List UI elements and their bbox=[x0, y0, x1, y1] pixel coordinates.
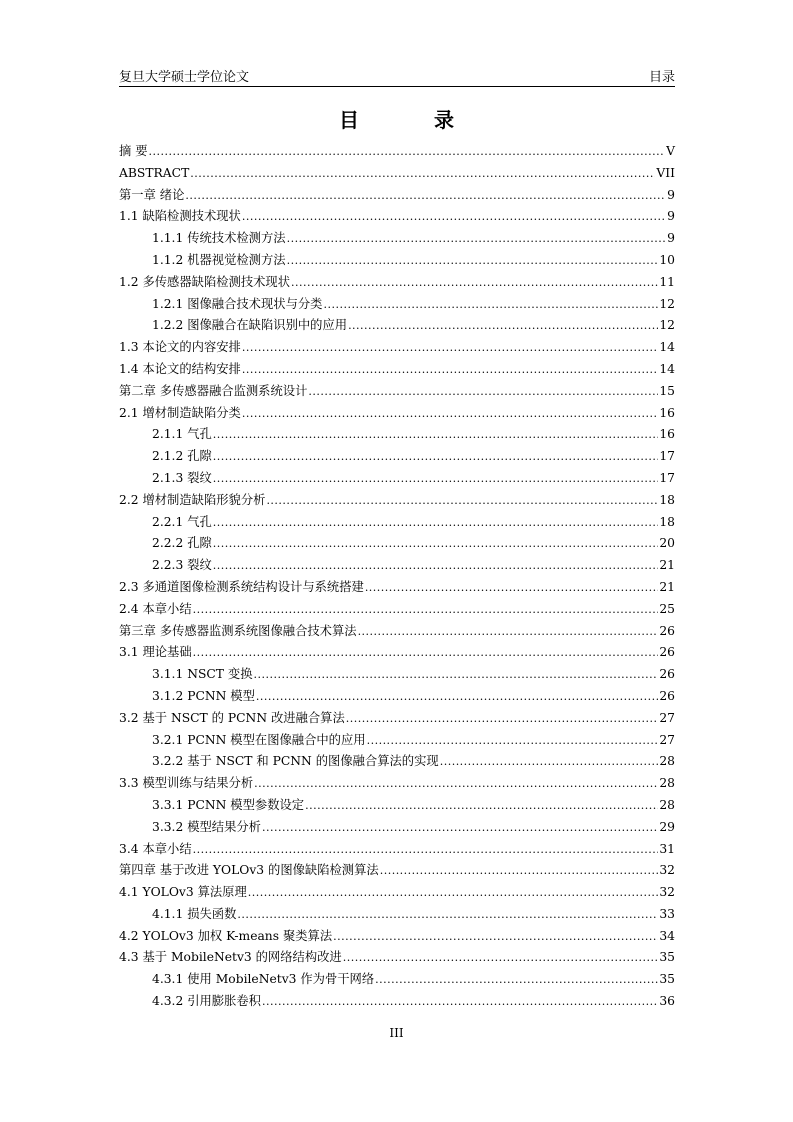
toc-entry-label: 第二章 多传感器融合监测系统设计 bbox=[119, 383, 308, 398]
toc-entry[interactable] bbox=[119, 490, 675, 512]
toc-entry-page: 21 bbox=[659, 558, 675, 573]
toc-leader-dots bbox=[248, 882, 659, 904]
toc-entry[interactable] bbox=[119, 250, 675, 272]
toc-entry-page: 17 bbox=[659, 449, 675, 464]
toc-entry-label: 第一章 绪论 bbox=[119, 187, 185, 202]
toc-entry[interactable] bbox=[119, 642, 675, 664]
toc-leader-dots bbox=[213, 533, 659, 555]
toc-entry-page: 16 bbox=[659, 427, 675, 442]
toc-entry-page: 18 bbox=[659, 492, 675, 507]
toc-leader-dots bbox=[254, 773, 658, 795]
toc-entry[interactable] bbox=[119, 228, 675, 250]
toc-entry[interactable] bbox=[119, 555, 675, 577]
toc-leader-dots bbox=[213, 424, 659, 446]
toc-entry-label: 4.1 YOLOv3 算法原理 bbox=[119, 885, 247, 900]
toc-entry-label: 2.2.1 气孔 bbox=[152, 514, 212, 529]
toc-entry[interactable] bbox=[119, 206, 675, 228]
toc-leader-dots bbox=[213, 555, 659, 577]
toc-entry-page: 9 bbox=[667, 231, 675, 246]
toc-leader-dots bbox=[266, 490, 658, 512]
toc-entry-page: 20 bbox=[659, 536, 675, 551]
toc-entry-label: 4.3 基于 MobileNetv3 的网络结构改进 bbox=[119, 950, 342, 965]
toc-entry-label: 2.1 增材制造缺陷分类 bbox=[119, 405, 241, 420]
toc-entry-page: 9 bbox=[667, 187, 675, 202]
toc-entry[interactable] bbox=[119, 730, 675, 752]
toc-leader-dots bbox=[358, 621, 659, 643]
toc-entry[interactable] bbox=[119, 839, 675, 861]
toc-leader-dots bbox=[237, 904, 658, 926]
toc-entry-page: 35 bbox=[659, 950, 675, 965]
toc-entry-label: 2.2 增材制造缺陷形貌分析 bbox=[119, 492, 266, 507]
toc-entry-label: 2.1.2 孔隙 bbox=[152, 449, 212, 464]
toc-entry[interactable] bbox=[119, 947, 675, 969]
toc-entry-label: 4.2 YOLOv3 加权 K-means 聚类算法 bbox=[119, 928, 333, 943]
toc-entry-label: 3.3.2 模型结果分析 bbox=[152, 819, 261, 834]
toc-entry-label: 2.2.2 孔隙 bbox=[152, 536, 212, 551]
toc-leader-dots bbox=[323, 294, 658, 316]
toc-leader-dots bbox=[440, 751, 659, 773]
toc-entry-label: 3.2 基于 NSCT 的 PCNN 改进融合算法 bbox=[119, 710, 345, 725]
toc-entry[interactable] bbox=[119, 185, 675, 207]
header-section-name: 目录 bbox=[648, 70, 675, 85]
toc-entry-page: 27 bbox=[659, 710, 675, 725]
toc-leader-dots bbox=[333, 926, 658, 948]
toc-entry-label: 1.1.2 机器视觉检测方法 bbox=[152, 252, 286, 267]
toc-entry-page: 32 bbox=[659, 885, 675, 900]
toc-entry-label: 2.1.3 裂纹 bbox=[152, 470, 212, 485]
toc-entry-page: 15 bbox=[659, 383, 675, 398]
toc-leader-dots bbox=[305, 795, 658, 817]
toc-entry-label: 3.3.1 PCNN 模型参数设定 bbox=[152, 797, 305, 812]
toc-entry-label: 1.2.2 图像融合在缺陷识别中的应用 bbox=[152, 318, 348, 333]
toc-entry[interactable] bbox=[119, 969, 675, 991]
toc-entry[interactable] bbox=[119, 512, 675, 534]
toc-entry-page: 28 bbox=[659, 797, 675, 812]
toc-entry-page: 9 bbox=[667, 209, 675, 224]
toc-entry[interactable] bbox=[119, 315, 675, 337]
toc-leader-dots bbox=[256, 686, 658, 708]
toc-entry-page: 27 bbox=[659, 732, 675, 747]
toc-entry[interactable] bbox=[119, 795, 675, 817]
toc-entry-page: 35 bbox=[659, 972, 675, 987]
toc-entry-page: 28 bbox=[659, 776, 675, 791]
header-thesis-title: 复旦大学硕士学位论文 bbox=[119, 70, 250, 85]
toc-entry-label: 4.1.1 损失函数 bbox=[152, 906, 237, 921]
toc-entry-label: 1.1.1 传统技术检测方法 bbox=[152, 231, 286, 246]
toc-entry-label: 1.2 多传感器缺陷检测技术现状 bbox=[119, 274, 291, 289]
toc-entry[interactable] bbox=[119, 141, 675, 163]
toc-entry[interactable] bbox=[119, 686, 675, 708]
toc-entry-page: 21 bbox=[659, 579, 675, 594]
toc-entry[interactable] bbox=[119, 577, 675, 599]
toc-entry[interactable] bbox=[119, 904, 675, 926]
toc-entry-label: ABSTRACT bbox=[119, 165, 190, 180]
toc-entry-label: 第四章 基于改进 YOLOv3 的图像缺陷检测算法 bbox=[119, 863, 379, 878]
toc-leader-dots bbox=[213, 446, 659, 468]
toc-entry-label: 2.3 多通道图像检测系统结构设计与系统搭建 bbox=[119, 579, 364, 594]
toc-leader-dots bbox=[365, 577, 659, 599]
toc-entry-page: 25 bbox=[659, 601, 675, 616]
toc-leader-dots bbox=[242, 359, 659, 381]
toc-entry-label: 4.3.1 使用 MobileNetv3 作为骨干网络 bbox=[152, 972, 375, 987]
toc-entry-label: 1.4 本论文的结构安排 bbox=[119, 361, 241, 376]
toc-entry[interactable] bbox=[119, 773, 675, 795]
toc-leader-dots bbox=[185, 185, 666, 207]
toc-entry[interactable] bbox=[119, 403, 675, 425]
toc-leader-dots bbox=[190, 163, 655, 185]
toc-entry-label: 3.4 本章小结 bbox=[119, 841, 192, 856]
toc-leader-dots bbox=[193, 839, 659, 861]
toc-entry[interactable] bbox=[119, 381, 675, 403]
toc-entry-label: 3.3 模型训练与结果分析 bbox=[119, 776, 254, 791]
toc-entry[interactable] bbox=[119, 991, 675, 1013]
toc-entry[interactable] bbox=[119, 926, 675, 948]
toc-entry[interactable] bbox=[119, 337, 675, 359]
toc-leader-dots bbox=[291, 272, 658, 294]
toc-entry-label: 2.1.1 气孔 bbox=[152, 427, 212, 442]
toc-leader-dots bbox=[380, 860, 659, 882]
toc-entry-label: 2.2.3 裂纹 bbox=[152, 558, 212, 573]
toc-entry[interactable] bbox=[119, 468, 675, 490]
toc-entry[interactable] bbox=[119, 359, 675, 381]
toc-entry-page: 32 bbox=[659, 863, 675, 878]
toc-entry-label: 3.2.2 基于 NSCT 和 PCNN 的图像融合算法的实现 bbox=[152, 754, 439, 769]
toc-entry-label: 3.1.2 PCNN 模型 bbox=[152, 688, 255, 703]
toc-entry-label: 1.2.1 图像融合技术现状与分类 bbox=[152, 296, 323, 311]
toc-entry-page: 14 bbox=[659, 340, 675, 355]
toc-entry-page: 26 bbox=[659, 623, 675, 638]
toc-leader-dots bbox=[149, 141, 666, 163]
toc-leader-dots bbox=[287, 228, 667, 250]
toc-leader-dots bbox=[348, 315, 658, 337]
toc-entry[interactable] bbox=[119, 621, 675, 643]
toc-entry-page: 29 bbox=[659, 819, 675, 834]
toc-entry[interactable] bbox=[119, 533, 675, 555]
toc-leader-dots bbox=[262, 991, 658, 1013]
toc-entry-label: 1.1 缺陷检测技术现状 bbox=[119, 209, 241, 224]
toc-leader-dots bbox=[287, 250, 659, 272]
toc-entry-label: 3.1.1 NSCT 变换 bbox=[152, 667, 253, 682]
toc-entry-label: 3.1 理论基础 bbox=[119, 645, 192, 660]
toc-leader-dots bbox=[213, 512, 659, 534]
toc-leader-dots bbox=[375, 969, 658, 991]
toc-entry-page: 11 bbox=[659, 274, 675, 289]
toc-leader-dots bbox=[242, 206, 666, 228]
toc-entry-page: 28 bbox=[659, 754, 675, 769]
toc-entry[interactable] bbox=[119, 860, 675, 882]
toc-leader-dots bbox=[254, 664, 659, 686]
toc-entry[interactable] bbox=[119, 272, 675, 294]
toc-entry-label: 4.3.2 引用膨胀卷积 bbox=[152, 994, 261, 1009]
toc-entry-label: 3.2.1 PCNN 模型在图像融合中的应用 bbox=[152, 732, 366, 747]
toc-title: 目 录 bbox=[339, 108, 488, 132]
toc-entry[interactable] bbox=[119, 294, 675, 316]
toc-entry-label: 第三章 多传感器监测系统图像融合技术算法 bbox=[119, 623, 357, 638]
toc-entry-page: 31 bbox=[659, 841, 675, 856]
header-rule bbox=[119, 86, 675, 87]
toc-entry[interactable] bbox=[119, 163, 675, 185]
toc-entry-page: 12 bbox=[659, 296, 675, 311]
toc-entry-page: 34 bbox=[659, 928, 675, 943]
page-number: III bbox=[389, 1026, 404, 1040]
toc-entry-page: 16 bbox=[659, 405, 675, 420]
toc-leader-dots bbox=[343, 947, 659, 969]
toc-entry[interactable] bbox=[119, 817, 675, 839]
toc-entry-page: V bbox=[666, 144, 675, 158]
toc-entry[interactable] bbox=[119, 882, 675, 904]
toc-entry-label: 摘 要 bbox=[119, 144, 148, 158]
toc-leader-dots bbox=[308, 381, 658, 403]
toc-leader-dots bbox=[262, 817, 658, 839]
toc-entry-label: 1.3 本论文的内容安排 bbox=[119, 340, 241, 355]
toc-leader-dots bbox=[346, 708, 659, 730]
toc-entry-page: 17 bbox=[659, 470, 675, 485]
toc-entry-page: 18 bbox=[659, 514, 675, 529]
toc-leader-dots bbox=[367, 730, 659, 752]
toc-leader-dots bbox=[242, 403, 659, 425]
toc-entry[interactable] bbox=[119, 446, 675, 468]
table-of-contents bbox=[119, 141, 675, 1013]
toc-entry[interactable] bbox=[119, 424, 675, 446]
toc-entry-page: 36 bbox=[659, 994, 675, 1009]
toc-leader-dots bbox=[193, 642, 659, 664]
toc-entry[interactable] bbox=[119, 664, 675, 686]
toc-entry-page: 14 bbox=[659, 361, 675, 376]
toc-entry[interactable] bbox=[119, 708, 675, 730]
toc-entry[interactable] bbox=[119, 751, 675, 773]
toc-entry-page: 33 bbox=[659, 906, 675, 921]
toc-leader-dots bbox=[213, 468, 659, 490]
toc-entry-page: 12 bbox=[659, 318, 675, 333]
toc-leader-dots bbox=[242, 337, 659, 359]
toc-entry-page: 26 bbox=[659, 688, 675, 703]
toc-entry-page: VII bbox=[656, 165, 675, 180]
toc-leader-dots bbox=[193, 599, 659, 621]
toc-entry-page: 10 bbox=[659, 252, 675, 267]
toc-entry[interactable] bbox=[119, 599, 675, 621]
toc-entry-page: 26 bbox=[659, 667, 675, 682]
toc-entry-page: 26 bbox=[659, 645, 675, 660]
running-header bbox=[119, 64, 675, 84]
toc-entry-label: 2.4 本章小结 bbox=[119, 601, 192, 616]
